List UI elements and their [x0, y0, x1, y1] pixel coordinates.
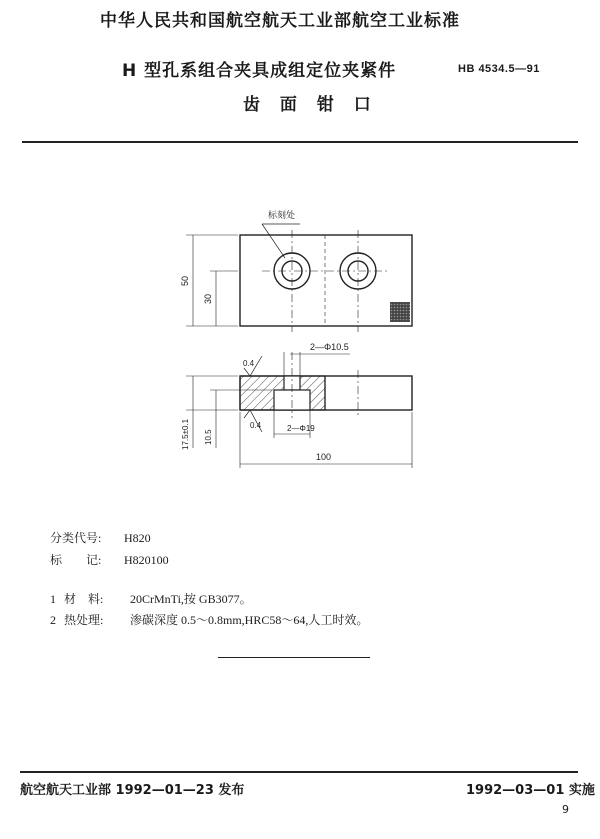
note-row	[50, 590, 252, 607]
note-value: 20CrMnTi,按 GB3077。	[130, 592, 252, 606]
marking-label: 标 记:	[50, 553, 102, 567]
note-value: 渗碳深度 0.5～0.8mm,HRC58～64,人工时效。	[130, 613, 369, 627]
document-subtitle: 齿 面 钳 口	[243, 95, 378, 115]
knurl-mark-area	[390, 302, 410, 322]
document-title: H 型孔系组合夹具成组定位夹紧件	[122, 61, 397, 81]
dim-height-total: 50	[180, 275, 190, 286]
classification-value: H820	[124, 531, 151, 545]
dim-hole-top: 2—Φ10.5	[310, 342, 349, 352]
implementation-date: 1992—03—01 实施	[466, 783, 595, 798]
marking-value: H820100	[124, 553, 169, 567]
classification-label: 分类代号:	[50, 531, 102, 545]
dim-roughness-bottom: 0.4	[250, 421, 262, 430]
dim-counterbore: 10.5	[204, 429, 213, 445]
mark-label: 标刻处	[268, 210, 296, 220]
end-divider	[218, 657, 370, 658]
issuer-date: 航空航天工业部 1992—01—23 发布	[20, 783, 245, 798]
note-number: 2	[50, 613, 56, 627]
dim-length: 100	[316, 452, 332, 462]
org-standard-title: 中华人民共和国航空航天工业部航空工业标准	[100, 11, 460, 31]
standard-number: HB 4534.5—91	[458, 63, 540, 75]
note-label: 材 料:	[64, 592, 104, 606]
dim-height-center: 30	[203, 293, 213, 304]
height-dims	[186, 235, 238, 326]
note-number: 1	[50, 592, 56, 606]
dim-roughness-top: 0.4	[243, 359, 255, 368]
footer-divider	[20, 771, 578, 773]
section-view	[240, 352, 412, 418]
dim-hole-bottom: 2—Φ19	[287, 424, 315, 433]
dim-thickness: 17.5±0.1	[181, 418, 190, 450]
top-view	[240, 230, 412, 332]
note-row	[50, 611, 368, 628]
page-number: 9	[562, 803, 569, 816]
note-label: 热处理:	[64, 613, 104, 627]
marking-row	[50, 551, 169, 568]
classification-row	[50, 529, 151, 546]
